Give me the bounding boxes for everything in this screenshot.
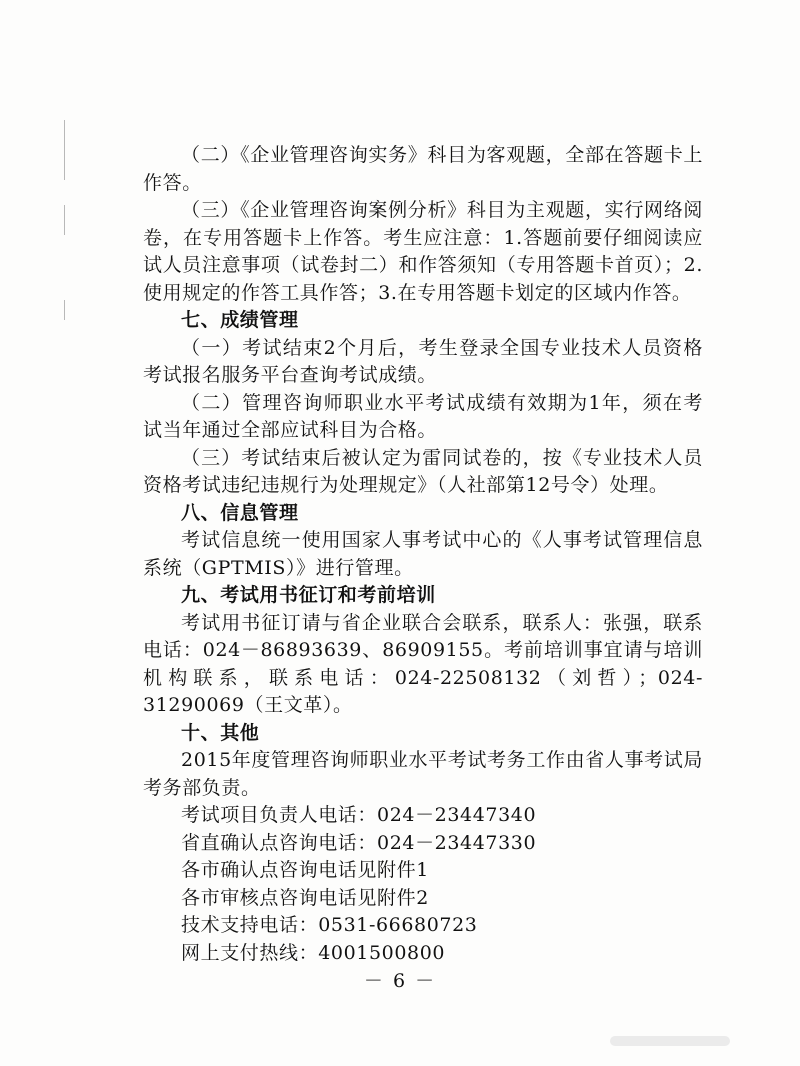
books-training-para-1: 考试用书征订请与省企业联合会联系，联系人：张强，联系电话：024－86893639、86909155。考前培训事宜请与培训机构联系，联系电话：024-22508132（刘哲）；024-31290069（王文革）。 xyxy=(143,611,703,716)
score-para-3: （三）考试结束后被认定为雷同试卷的，按《专业技术人员资格考试违纪违规行为处理规定》（人社部第12号令）处理。 xyxy=(143,446,703,496)
document-body xyxy=(143,142,703,967)
contact-line-city-confirm: 各市确认点咨询电话见附件1 xyxy=(181,859,429,881)
exam-format-para-3: （三）《企业管理咨询案例分析》科目为主观题，实行网络阅卷，在专用答题卡上作答。考生应注意：1.答题前要仔细阅读应试人员注意事项（试卷封二）和作答须知（专用答题卡首页）；2.使用规定的作答工具作答；3.在专用答题卡划定的区域内作答。 xyxy=(143,199,703,304)
scan-edge-mark xyxy=(64,205,65,235)
other-para-1: 2015年度管理咨询师职业水平考试考务工作由省人事考试局考务部负责。 xyxy=(143,749,703,799)
exam-format-para-2: （二）《企业管理咨询实务》科目为客观题，全部在答题卡上作答。 xyxy=(143,144,703,194)
score-para-2: （二）管理咨询师职业水平考试成绩有效期为1年，须在考试当年通过全部应试科目为合格。 xyxy=(143,391,703,441)
section-heading-information-management: 八、信息管理 xyxy=(181,501,299,524)
contact-line-project-lead: 考试项目负责人电话：024－23447340 xyxy=(181,804,537,826)
section-heading-other: 十、其他 xyxy=(181,721,260,744)
contact-line-tech-support: 技术支持电话：0531-66680723 xyxy=(181,914,478,936)
page-number: － 6 － xyxy=(363,970,437,992)
contact-line-city-review: 各市审核点咨询电话见附件2 xyxy=(181,886,429,909)
information-para-1: 考试信息统一使用国家人事考试中心的《人事考试管理信息系统（GPTMIS）》进行管理。 xyxy=(143,529,703,579)
scan-smudge xyxy=(610,1036,730,1046)
contact-line-provincial-confirm: 省直确认点咨询电话：024－23447330 xyxy=(181,831,537,854)
scan-edge-mark xyxy=(64,120,65,180)
section-heading-books-training: 九、考试用书征订和考前培训 xyxy=(181,584,436,606)
scan-edge-mark xyxy=(64,300,65,320)
section-heading-score-management: 七、成绩管理 xyxy=(181,309,299,331)
contact-line-online-payment: 网上支付热线：4001500800 xyxy=(181,941,446,964)
score-para-1: （一）考试结束2个月后，考生登录全国专业技术人员资格考试报名服务平台查询考试成绩。 xyxy=(143,336,703,386)
